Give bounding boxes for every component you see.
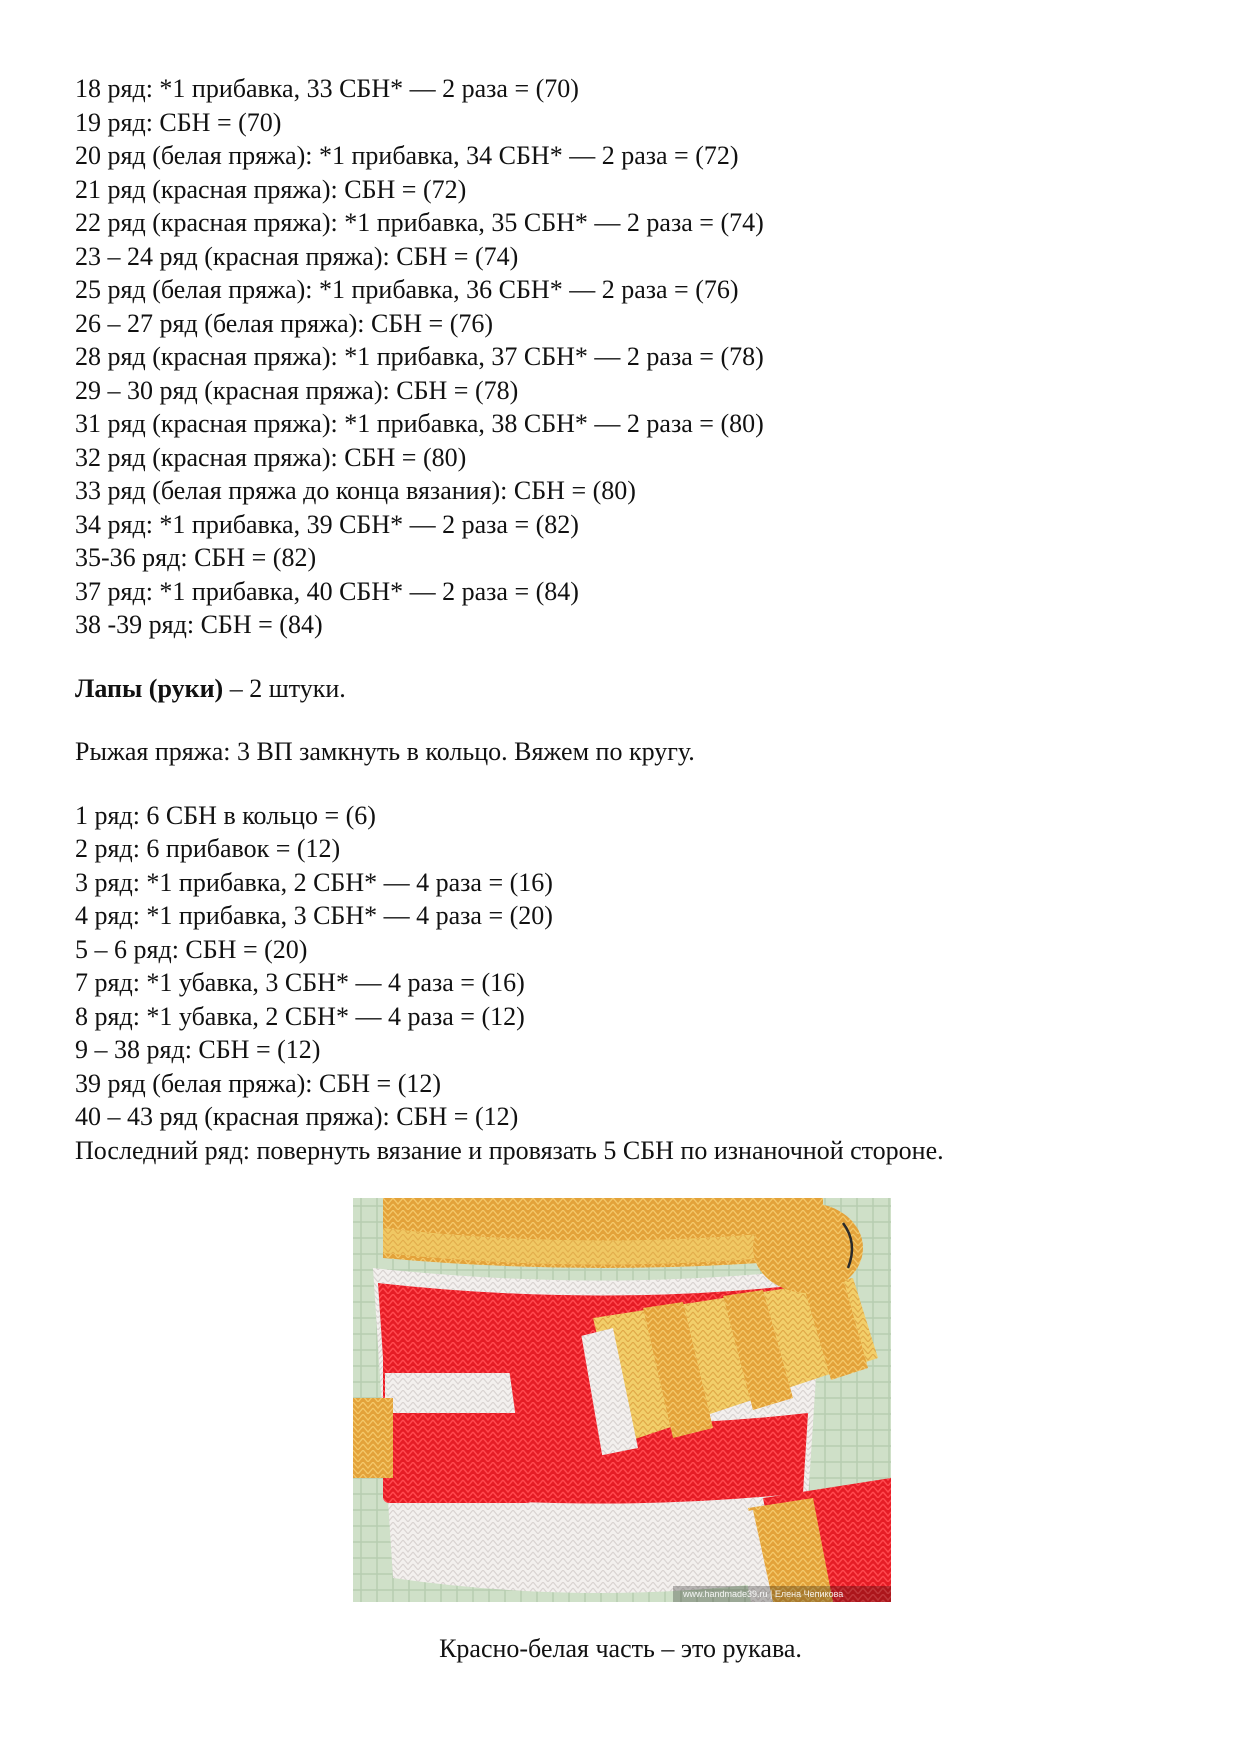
arm-rows-list — [75, 799, 1175, 1168]
document-page — [75, 72, 1175, 1167]
body-row: 31 ряд (красная пряжа): *1 прибавка, 38 СБН* — 2 раза = (80) — [75, 409, 764, 438]
body-row: 34 ряд: *1 прибавка, 39 СБН* — 2 раза = (82) — [75, 509, 579, 539]
body-row: 33 ряд (белая пряжа до конца вязания): СБН = (80) — [75, 476, 636, 505]
section-intro: Рыжая пряжа: 3 ВП замкнуть в кольцо. Вяжем по кругу. — [75, 737, 695, 766]
left-paw — [353, 1398, 393, 1478]
spacer — [75, 642, 1175, 672]
photo-caption: Красно-белая часть – это рукава. — [439, 1634, 802, 1663]
section-heading — [75, 672, 1175, 706]
body-row: 32 ряд (красная пряжа): СБН = (80) — [75, 442, 467, 472]
body-row: 38 -39 ряд: СБН = (84) — [75, 610, 323, 639]
arm-row: 7 ряд: *1 убавка, 3 СБН* — 4 раза = (16) — [75, 968, 525, 997]
arm-row: 4 ряд: *1 прибавка, 3 СБН* — 4 раза = (20) — [75, 901, 553, 930]
arm-row: 1 ряд: 6 СБН в кольцо = (6) — [75, 800, 376, 830]
body-row: 18 ряд: *1 прибавка, 33 СБН* — 2 раза = (70) — [75, 74, 579, 103]
body-row: 29 – 30 ряд (красная пряжа): СБН = (78) — [75, 375, 519, 405]
arm-row: 8 ряд: *1 убавка, 2 СБН* — 4 раза = (12) — [75, 1001, 525, 1031]
right-paw — [753, 1203, 863, 1293]
body-rows-list — [75, 72, 1175, 642]
knitted-toy-photo — [353, 1198, 891, 1602]
arm-row: 40 – 43 ряд (красная пряжа): СБН = (12) — [75, 1102, 519, 1131]
body-row: 19 ряд: СБН = (70) — [75, 107, 282, 137]
photo-illustration — [353, 1198, 891, 1602]
section-title: Лапы (руки) — [75, 673, 224, 703]
body-row: 20 ряд (белая пряжа): *1 прибавка, 34 СБН* — 2 раза = (72) — [75, 141, 739, 170]
photo-watermark: www.handmade39.ru | Елена Чепикова — [683, 1589, 844, 1599]
section-title-suffix: – 2 штуки. — [223, 673, 346, 703]
spacer — [75, 769, 1175, 799]
arm-row: 39 ряд (белая пряжа): СБН = (12) — [75, 1068, 442, 1098]
arm-row: 9 – 38 ряд: СБН = (12) — [75, 1035, 321, 1064]
body-row: 28 ряд (красная пряжа): *1 прибавка, 37 СБН* — 2 раза = (78) — [75, 342, 764, 371]
body-row: 25 ряд (белая пряжа): *1 прибавка, 36 СБН* — 2 раза = (76) — [75, 275, 739, 304]
body-row: 22 ряд (красная пряжа): *1 прибавка, 35 СБН* — 2 раза = (74) — [75, 208, 764, 237]
arm-row: Последний ряд: повернуть вязание и провязать 5 СБН по изнаночной стороне. — [75, 1135, 944, 1165]
arm-row: 2 ряд: 6 прибавок = (12) — [75, 834, 341, 863]
sleeve-white-band — [385, 1373, 525, 1413]
body-row: 21 ряд (красная пряжа): СБН = (72) — [75, 174, 467, 204]
arm-row: 3 ряд: *1 прибавка, 2 СБН* — 4 раза = (16) — [75, 867, 553, 897]
body-row: 35-36 ряд: СБН = (82) — [75, 543, 317, 572]
body-row: 37 ряд: *1 прибавка, 40 СБН* — 2 раза = (84) — [75, 576, 579, 606]
body-row: 23 – 24 ряд (красная пряжа): СБН = (74) — [75, 241, 519, 271]
arm-row: 5 – 6 ряд: СБН = (20) — [75, 934, 308, 964]
spacer — [75, 705, 1175, 735]
body-row: 26 – 27 ряд (белая пряжа): СБН = (76) — [75, 308, 494, 338]
